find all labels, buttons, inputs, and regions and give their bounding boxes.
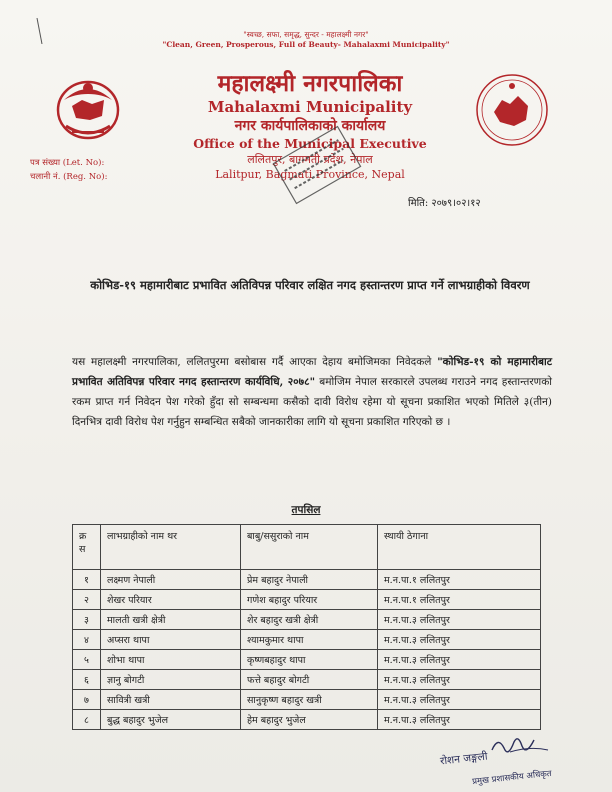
cell-address: म.न.पा.१ ललितपुर [378,570,541,590]
issue-date: मिति: २०७९।०२।१२ [408,198,481,209]
header-serial: क्र स [73,525,101,570]
cell-serial: ८ [73,710,101,730]
body-text-bold: "कोभिड-१९ को महामारीबाट प्रभावित अतिविपन्न परिवार नगद हस्तान्तरण कार्यविधि, २०७८" [72,356,552,388]
letter-number-label: पत्र संख्या (Let. No): [30,158,105,168]
table-row [73,710,541,730]
cell-beneficiary-name: ज्ञानु बोगटी [101,670,241,690]
cell-serial: २ [73,590,101,610]
cell-serial: ५ [73,650,101,670]
office-name-nepali: नगर कार्यपालिकाको कार्यालय [234,118,386,134]
cell-beneficiary-name: बुद्ध बहादुर भुजेल [101,710,241,730]
municipality-logo-icon [474,72,550,148]
cell-address: म.न.पा.३ ललितपुर [378,650,541,670]
office-name-english: Office of the Municipal Executive [193,136,427,151]
cell-serial: १ [73,570,101,590]
table-caption: तपसिल [291,504,321,516]
table-row [73,650,541,670]
notice-title: कोभिड-१९ महामारीबाट प्रभावित अतिविपन्न परिवार लक्षित नगद हस्तान्तरण प्राप्त गर्ने लाभग्राहीको विवरण [90,278,530,292]
beneficiary-table [72,524,541,730]
cell-serial: ६ [73,670,101,690]
cell-father-name: हेम बहादुर भुजेल [241,710,378,730]
motto-nepali: "स्वच्छ, सफा, समृद्ध, सुन्दर - महालक्ष्मी नगर" [243,30,369,39]
table-row [73,670,541,690]
table-row [73,570,541,590]
cell-beneficiary-name: शोभा थापा [101,650,241,670]
municipality-name-nepali: महालक्ष्मी नगरपालिका [217,70,403,97]
cell-father-name: कृष्णबहादुर थापा [241,650,378,670]
cell-father-name: श्यामकुमार थापा [241,630,378,650]
address-nepali: ललितपुर, बागमती प्रदेश, नेपाल [247,153,373,166]
cell-serial: ४ [73,630,101,650]
cell-address: म.न.पा.३ ललितपुर [378,630,541,650]
table-header-row [73,525,541,570]
registration-number-label: चलानी नं. (Reg. No): [30,172,108,182]
cell-address: म.न.पा.३ ललितपुर [378,670,541,690]
address-english: Lalitpur, Bagmati Province, Nepal [215,168,405,181]
header-address: स्थायी ठेगाना [378,525,541,570]
motto-english: "Clean, Green, Prosperous, Full of Beauty- Mahalaxmi Municipality" [162,40,450,49]
cell-beneficiary-name: शेखर परियार [101,590,241,610]
cell-address: म.न.पा.३ ललितपुर [378,690,541,710]
cell-beneficiary-name: अप्सरा थापा [101,630,241,650]
cell-address: म.न.पा.१ ललितपुर [378,590,541,610]
table-row [73,630,541,650]
signatory-title: प्रमुख प्रशासकीय अधिकृत [471,768,553,788]
cell-father-name: फत्ते बहादुर बोगटी [241,670,378,690]
cell-address: म.न.पा.३ ललितपुर [378,610,541,630]
municipality-motto [0,30,612,50]
municipality-name-english: Mahalaxmi Municipality [207,98,413,116]
cell-father-name: प्रेम बहादुर नेपाली [241,570,378,590]
cell-father-name: शेर बहादुर खत्री क्षेत्री [241,610,378,630]
cell-serial: ७ [73,690,101,710]
body-text-start: यस महालक्ष्मी नगरपालिका, ललितपुरमा बसोबास गर्दै आएका देहाय बमोजिमका निवेदकले [72,356,432,368]
cell-father-name: सानुकृष्ण बहादुर खत्री [241,690,378,710]
table-row [73,690,541,710]
table-row [73,590,541,610]
nepal-government-emblem-icon [52,70,124,142]
notice-body [72,352,552,432]
header-father-name: बाबु/ससुराको नाम [241,525,378,570]
cell-beneficiary-name: सावित्री खत्री [101,690,241,710]
body-text-end: बमोजिम नेपाल सरकारले उपलब्ध गराउने नगद हस्तान्तरणको रकम प्राप्त गर्न निवेदन पेश गरेको हुँदा सो सम्बन्धमा कसैको दावी विरोध रहेमा यो सूचना प्रकाशित भएको मितिले ३(तीन) दिनभित्र दावी विरोध पेश गर्नुहुन सम्बन्धित सबैको जानकारीका लागि यो सूचना प्रकाशित गरिएको छ । [72,376,552,428]
reference-numbers [30,156,107,184]
cell-beneficiary-name: मालती खत्री क्षेत्री [101,610,241,630]
cell-father-name: गणेश बहादुर परियार [241,590,378,610]
signatory-name: रोशन जङ्गली [439,750,489,768]
office-stamp [262,120,372,210]
cell-beneficiary-name: लक्ष्मण नेपाली [101,570,241,590]
cell-address: म.न.पा.३ ललितपुर [378,710,541,730]
table-row [73,610,541,630]
cell-serial: ३ [73,610,101,630]
header-beneficiary-name: लाभग्राहीको नाम थर [101,525,241,570]
